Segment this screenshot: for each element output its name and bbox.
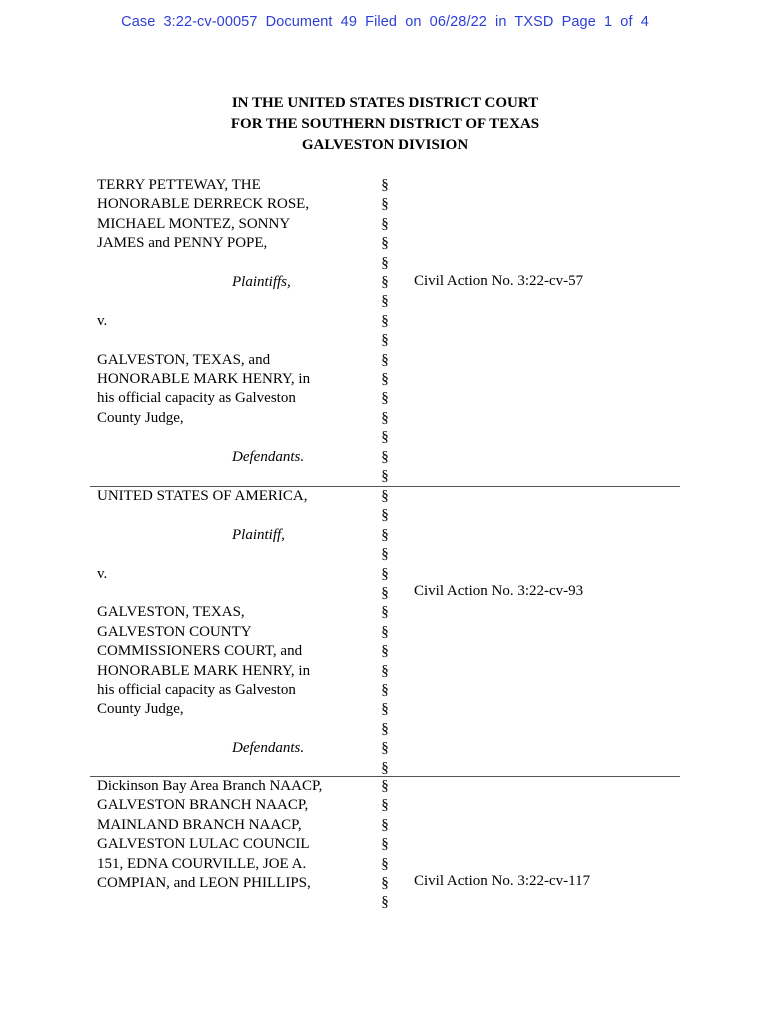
section-symbol: § (381, 488, 389, 504)
plaintiff-line: UNITED STATES OF AMERICA, (97, 488, 308, 504)
section-symbol: § (381, 662, 389, 679)
party-column (97, 176, 367, 467)
section-symbol: § (381, 816, 389, 833)
party-column (97, 777, 367, 893)
defendant-role: Defendants. (232, 740, 305, 757)
defendant-line: GALVESTON, TEXAS, and (97, 351, 271, 368)
party-column (97, 487, 367, 759)
section-symbol: § (381, 875, 389, 892)
plaintiff-line: GALVESTON BRANCH NAACP, (97, 797, 309, 814)
defendant-line: GALVESTON COUNTY (97, 623, 252, 640)
section-symbol: § (381, 720, 389, 737)
section-symbol: § (381, 409, 389, 426)
section-symbol: § (381, 215, 389, 232)
section-symbol: § (381, 643, 389, 660)
court-caption (0, 93, 770, 156)
plaintiff-role: Plaintiffs, (232, 274, 291, 291)
defendant-line: his official capacity as Galveston (97, 682, 296, 699)
defendant-line: HONORABLE MARK HENRY, in (97, 371, 311, 388)
plaintiff-role: Plaintiff, (232, 526, 285, 543)
section-symbol: § (381, 390, 389, 407)
section-symbol: § (381, 546, 389, 563)
section-symbol: § (381, 254, 389, 271)
versus: v. (97, 312, 108, 329)
plaintiff-line: TERRY PETTEWAY, THE (97, 177, 261, 193)
plaintiff-line: HONORABLE DERRECK ROSE, (97, 196, 310, 213)
page-number: Page 1 of 4 (561, 14, 649, 30)
section-symbol: § (381, 293, 389, 310)
section-symbol: § (381, 274, 389, 291)
case-number: Case 3:22-cv-00057 (121, 14, 258, 30)
section-symbol: § (381, 894, 389, 911)
section-symbol: § (381, 332, 389, 349)
court-caption-line-1: IN THE UNITED STATES DISTRICT COURT (231, 95, 539, 111)
section-symbol: § (381, 235, 389, 252)
section-symbol: § (381, 778, 389, 794)
section-symbol: § (381, 526, 389, 543)
section-symbol: § (381, 604, 389, 621)
plaintiff-line: JAMES and PENNY POPE, (97, 235, 268, 252)
section-symbol: § (381, 468, 389, 485)
section-symbol: § (381, 351, 389, 368)
section-symbol: § (381, 797, 389, 814)
defendant-line: his official capacity as Galveston (97, 390, 296, 407)
versus: v. (97, 565, 108, 582)
section-symbol: § (381, 371, 389, 388)
defendant-line: GALVESTON, TEXAS, (97, 604, 245, 621)
section-symbol: § (381, 312, 389, 329)
section-symbol: § (381, 855, 389, 872)
plaintiff-line: 151, EDNA COURVILLE, JOE A. (97, 855, 307, 872)
section-symbol-column (378, 176, 392, 487)
section-symbol: § (381, 429, 389, 446)
section-symbol: § (381, 682, 389, 699)
plaintiff-line: GALVESTON LULAC COUNCIL (97, 836, 310, 853)
defendant-line: HONORABLE MARK HENRY, in (97, 662, 311, 679)
section-symbol: § (381, 759, 389, 776)
plaintiff-line: MAINLAND BRANCH NAACP, (97, 816, 302, 833)
section-symbol: § (381, 740, 389, 757)
court-caption-line-2: FOR THE SOUTHERN DISTRICT OF TEXAS (230, 116, 540, 132)
court-caption-line-3: GALVESTON DIVISION (301, 137, 469, 153)
civil-action-number: Civil Action No. 3:22-cv-93 (414, 583, 584, 599)
defendant-line: County Judge, (97, 701, 184, 718)
section-symbol: § (381, 701, 389, 718)
section-symbol: § (381, 585, 389, 602)
filed-date: Filed on 06/28/22 in TXSD (365, 14, 554, 30)
defendant-line: COMMISSIONERS COURT, and (97, 643, 303, 660)
section-symbol: § (381, 177, 389, 193)
section-symbol: § (381, 836, 389, 853)
section-symbol: § (381, 448, 389, 465)
plaintiff-line: MICHAEL MONTEZ, SONNY (97, 215, 291, 232)
section-symbol-column (378, 487, 392, 778)
document-number: Document 49 (265, 14, 357, 30)
plaintiff-line: COMPIAN, and LEON PHILLIPS, (97, 875, 311, 892)
section-symbol: § (381, 565, 389, 582)
ecf-header-stamp (0, 14, 770, 30)
defendant-role: Defendants. (232, 448, 305, 465)
section-symbol: § (381, 196, 389, 213)
section-symbol-column (378, 777, 392, 913)
plaintiff-line: Dickinson Bay Area Branch NAACP, (97, 778, 323, 794)
civil-action-number: Civil Action No. 3:22-cv-57 (414, 273, 584, 289)
civil-action-number: Civil Action No. 3:22-cv-117 (414, 873, 591, 889)
section-symbol: § (381, 507, 389, 524)
section-symbol: § (381, 623, 389, 640)
defendant-line: County Judge, (97, 409, 184, 426)
